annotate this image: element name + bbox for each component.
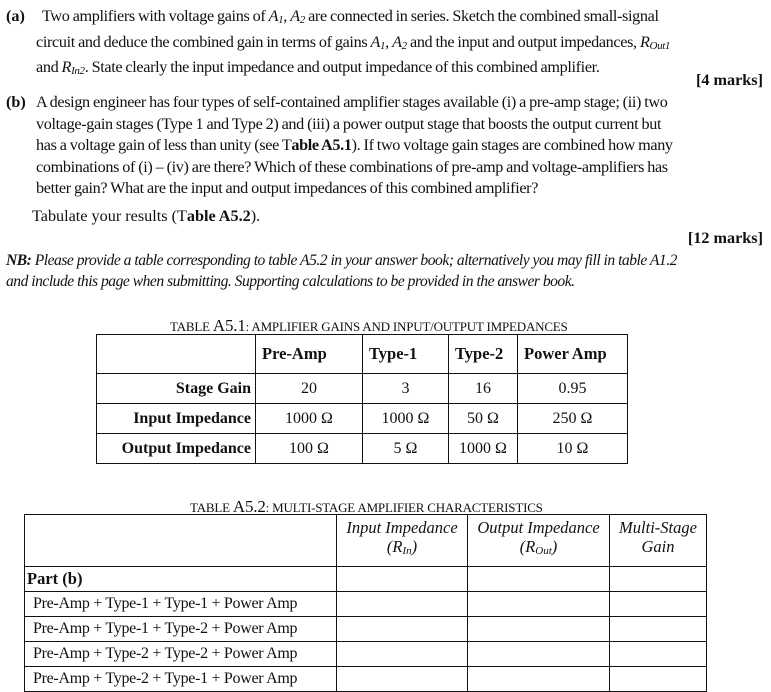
cell: 10 Ω xyxy=(518,434,628,464)
cell: 100 Ω xyxy=(256,434,363,464)
separator: , xyxy=(283,7,291,25)
header-type-1: Type-1 xyxy=(363,335,449,374)
question-b xyxy=(6,92,766,200)
caption-prefix: TABLE xyxy=(190,500,233,515)
caption-text: : AMPLIFIER GAINS AND INPUT/OUTPUT IMPEDANCES xyxy=(245,319,568,334)
table-header-row xyxy=(97,335,628,374)
header-line: Input Impedance xyxy=(346,518,458,537)
text: Tabulate your results (T xyxy=(32,207,187,225)
table-row xyxy=(97,404,628,434)
header-multi-stage-gain xyxy=(610,515,707,567)
question-b-text xyxy=(36,92,766,200)
text: and xyxy=(36,58,62,77)
header-empty xyxy=(25,515,337,567)
header-line: Gain xyxy=(641,537,675,556)
gain-answer-cell[interactable] xyxy=(610,592,707,617)
text: circuit and deduce the combined gain in terms of gains xyxy=(36,32,371,51)
separator: , xyxy=(385,32,393,51)
cell: 0.95 xyxy=(518,374,628,404)
cell: 3 xyxy=(363,374,449,404)
rout-answer-cell[interactable] xyxy=(468,642,610,667)
text: Please provide a table corresponding to table A5.2 in your answer book; alternatively you may fill in table A1.2 xyxy=(31,252,677,269)
section-label: Part (b) xyxy=(25,567,337,592)
text-line: A design engineer has four types of self-contained amplifier stages available (i) a pre-amp stage; (ii) two xyxy=(36,93,668,111)
marks-a: [4 marks] xyxy=(696,71,763,89)
header-input-impedance xyxy=(337,515,468,567)
tabulate-instruction xyxy=(32,206,260,228)
cell: 250 Ω xyxy=(518,404,628,434)
gain-a1: $A_1$ xyxy=(370,32,386,52)
table-row xyxy=(97,434,628,464)
gain-a1: $A_1$ xyxy=(268,7,284,26)
rout-answer-cell[interactable] xyxy=(468,592,610,617)
combination-label: Pre-Amp + Type-2 + Type-2 + Power Amp xyxy=(25,642,337,667)
cell: 1000 Ω xyxy=(363,404,449,434)
caption-id: A5.2 xyxy=(232,497,266,516)
question-a-text xyxy=(36,6,766,83)
gain-answer-cell[interactable] xyxy=(610,667,707,692)
question-a-label: (a) xyxy=(6,7,25,25)
header-type-2: Type-2 xyxy=(449,335,518,374)
gain-answer-cell[interactable] xyxy=(610,617,707,642)
table-row xyxy=(25,617,707,642)
header-empty xyxy=(97,335,256,374)
gain-a2: $A_2$ xyxy=(392,32,407,52)
combination-label: Pre-Amp + Type-2 + Type-1 + Power Amp xyxy=(25,667,337,692)
question-b-label: (b) xyxy=(6,93,26,111)
table-a52 xyxy=(24,514,707,692)
header-line: Output Impedance xyxy=(477,518,600,537)
rin-answer-cell[interactable] xyxy=(337,667,468,692)
table-row xyxy=(25,642,707,667)
rin-answer-cell[interactable] xyxy=(337,617,468,642)
cell: 50 Ω xyxy=(449,404,518,434)
caption-id: A5.1 xyxy=(212,316,246,335)
cell: 20 xyxy=(256,374,363,404)
text: Two amplifiers with voltage gains of xyxy=(42,7,269,25)
table-reference: able A5.2 xyxy=(186,207,251,225)
text-line: voltage-gain stages (Type 1 and Type 2) and (iii) a power output stage that boosts the output current but xyxy=(36,114,662,133)
table-a51 xyxy=(96,334,628,464)
rout-answer-cell[interactable] xyxy=(468,667,610,692)
row-label: Output Impedance xyxy=(97,434,256,464)
cell: 5 Ω xyxy=(363,434,449,464)
rin2-symbol: $R_{In2}$ xyxy=(61,58,85,78)
cell: 1000 Ω xyxy=(256,404,363,434)
rout-symbol: $(R_{Out})$ xyxy=(519,537,558,557)
rin-answer-cell[interactable] xyxy=(337,592,468,617)
section-row xyxy=(25,567,707,592)
text-line: better gain? What are the input and output impedances of this combined amplifier? xyxy=(36,179,539,198)
answer-cell[interactable] xyxy=(468,567,610,592)
table-row xyxy=(25,592,707,617)
text: ). If two voltage gain stages are combined how many xyxy=(351,136,673,155)
table-header-row xyxy=(25,515,707,567)
header-line: Multi-Stage xyxy=(619,518,697,537)
caption-prefix: TABLE xyxy=(170,319,213,334)
table-row xyxy=(25,667,707,692)
text-line: and include this page when submitting. Supporting calculations to be provided in the answer book. xyxy=(6,273,575,290)
gain-a2: $A_2$ xyxy=(290,7,305,26)
row-label: Input Impedance xyxy=(97,404,256,434)
cell: 1000 Ω xyxy=(449,434,518,464)
rin-answer-cell[interactable] xyxy=(337,642,468,667)
marks-b: [12 marks] xyxy=(687,229,763,247)
table-reference: able A5.1 xyxy=(291,136,352,155)
rin-symbol: $(R_{In})$ xyxy=(386,537,418,557)
caption-text: : MULTI-STAGE AMPLIFIER CHARACTERISTICS xyxy=(265,500,543,515)
header-power-amp: Power Amp xyxy=(518,335,628,374)
text: ). xyxy=(250,207,261,225)
gain-answer-cell[interactable] xyxy=(610,642,707,667)
text: are connected in series. Sketch the combined small-signal xyxy=(304,7,659,25)
text: has a voltage gain of less than unity (see T xyxy=(36,136,292,155)
combination-label: Pre-Amp + Type-1 + Type-2 + Power Amp xyxy=(25,617,337,642)
text-line: combinations of (i) – (iv) are there? Which of these combinations of pre-amp and voltage-amplifiers has xyxy=(36,157,668,176)
rout1-symbol: $R_{Out1}$ xyxy=(639,32,671,52)
text: . State clearly the input impedance and output impedance of this combined amplifier. xyxy=(84,58,600,77)
table-row xyxy=(97,374,628,404)
header-output-impedance xyxy=(468,515,610,567)
question-a xyxy=(6,6,766,83)
cell: 16 xyxy=(449,374,518,404)
answer-cell[interactable] xyxy=(610,567,707,592)
header-pre-amp: Pre-Amp xyxy=(256,335,363,374)
note-prefix: NB: xyxy=(6,252,32,269)
note xyxy=(6,250,766,292)
answer-cell[interactable] xyxy=(337,567,468,592)
combination-label: Pre-Amp + Type-1 + Type-1 + Power Amp xyxy=(25,592,337,617)
row-label: Stage Gain xyxy=(97,374,256,404)
rout-answer-cell[interactable] xyxy=(468,617,610,642)
text: and the input and output impedances, xyxy=(406,32,640,51)
